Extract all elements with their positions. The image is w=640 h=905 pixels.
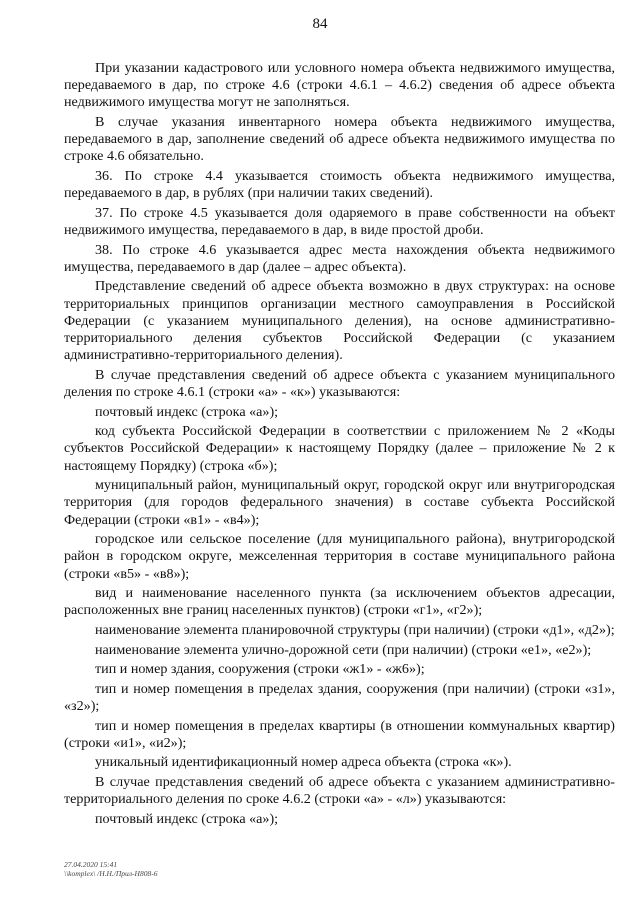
paragraph: наименование элемента улично-дорожной сети (при наличии) (строки «е1», «е2»); [95, 641, 592, 658]
paragraph: 36. По строке 4.4 указывается стоимость объекта недвижимого имущества, передаваемого в дар, в рублях (при наличии таких сведений). [64, 168, 615, 202]
footer-stamp [64, 860, 157, 878]
paragraph: наименование элемента планировочной структуры (при наличии) (строки «д1», «д2»); [95, 621, 615, 638]
paragraph: почтовый индекс (строка «а»); [95, 810, 279, 827]
paragraph: тип и номер помещения в пределах здания, сооружения (при наличии) (строки «з1», «з2»); [64, 680, 615, 714]
paragraph: В случае представления сведений об адресе объекта с указанием муниципального деления по строке 4.6.1 (строки «а» - «к») указываются: [64, 366, 615, 400]
paragraph: При указании кадастрового или условного номера объекта недвижимого имущества, передаваемого в дар, по строке 4.6 (строки 4.6.1 – 4.6.2) сведения об адресе объекта недвижимого имущества могут не заполняться. [64, 60, 615, 111]
paragraph: тип и номер здания, сооружения (строки «ж1» - «ж6»); [95, 661, 425, 678]
paragraph: В случае указания инвентарного номера объекта недвижимого имущества, передаваемого в дар, заполнение сведений об адресе объекта недвижимого имущества по строке 4.6 обязательно. [64, 114, 615, 165]
paragraph: уникальный идентификационный номер адреса объекта (строка «к»). [95, 754, 512, 771]
paragraph: код субъекта Российской Федерации в соответствии с приложением № 2 «Коды субъектов Российской Федерации» к настоящему Порядку (далее – приложение № 2 к настоящему Порядку) (строка «б»); [64, 423, 615, 474]
footer-file-path: \\komplex\ /Н.Н./Прил-Н808-6 [64, 869, 158, 878]
paragraph: Представление сведений об адресе объекта возможно в двух структурах: на основе территориальных принципов организации местного самоуправления в Российской Федерации (с указанием муниципального деления), на основе административно-территориального деления субъектов Российской Федерации (с указанием административно-территориального деления). [64, 278, 615, 364]
footer-date: 27.04.2020 15:41 [64, 860, 118, 869]
paragraph: муниципальный район, муниципальный округ, городской округ или внутригородская территория (для городов федерального значения) в составе субъекта Российской Федерации (строки «в1» - «в4»); [64, 477, 615, 528]
paragraph: тип и номер помещения в пределах квартиры (в отношении коммунальных квартир) (строки «и1», «и2»); [64, 717, 615, 751]
page-number: 84 [312, 16, 328, 32]
paragraph: В случае представления сведений об адресе объекта с указанием административно-территориального деления по сроке 4.6.2 (строки «а» - «л») указываются: [64, 773, 615, 808]
paragraph: вид и наименование населенного пункта (за исключением объектов адресации, расположенных вне границ населенных пунктов) (строки «г1», «г2»); [64, 585, 615, 619]
paragraph: городское или сельское поселение (для муниципального района), внутригородской район в городском округе, межселенная территория в составе муниципального района (строки «в5» - «в8»); [64, 531, 615, 582]
paragraph: 38. По строке 4.6 указывается адрес места нахождения объекта недвижимого имущества, передаваемого в дар (далее – адрес объекта). [64, 241, 615, 275]
document-body [64, 60, 615, 830]
paragraph: почтовый индекс (строка «а»); [95, 403, 279, 420]
paragraph: 37. По строке 4.5 указывается доля одаряемого в праве собственности на объект недвижимого имущества, передаваемого в дар, в виде простой дроби. [64, 204, 615, 238]
